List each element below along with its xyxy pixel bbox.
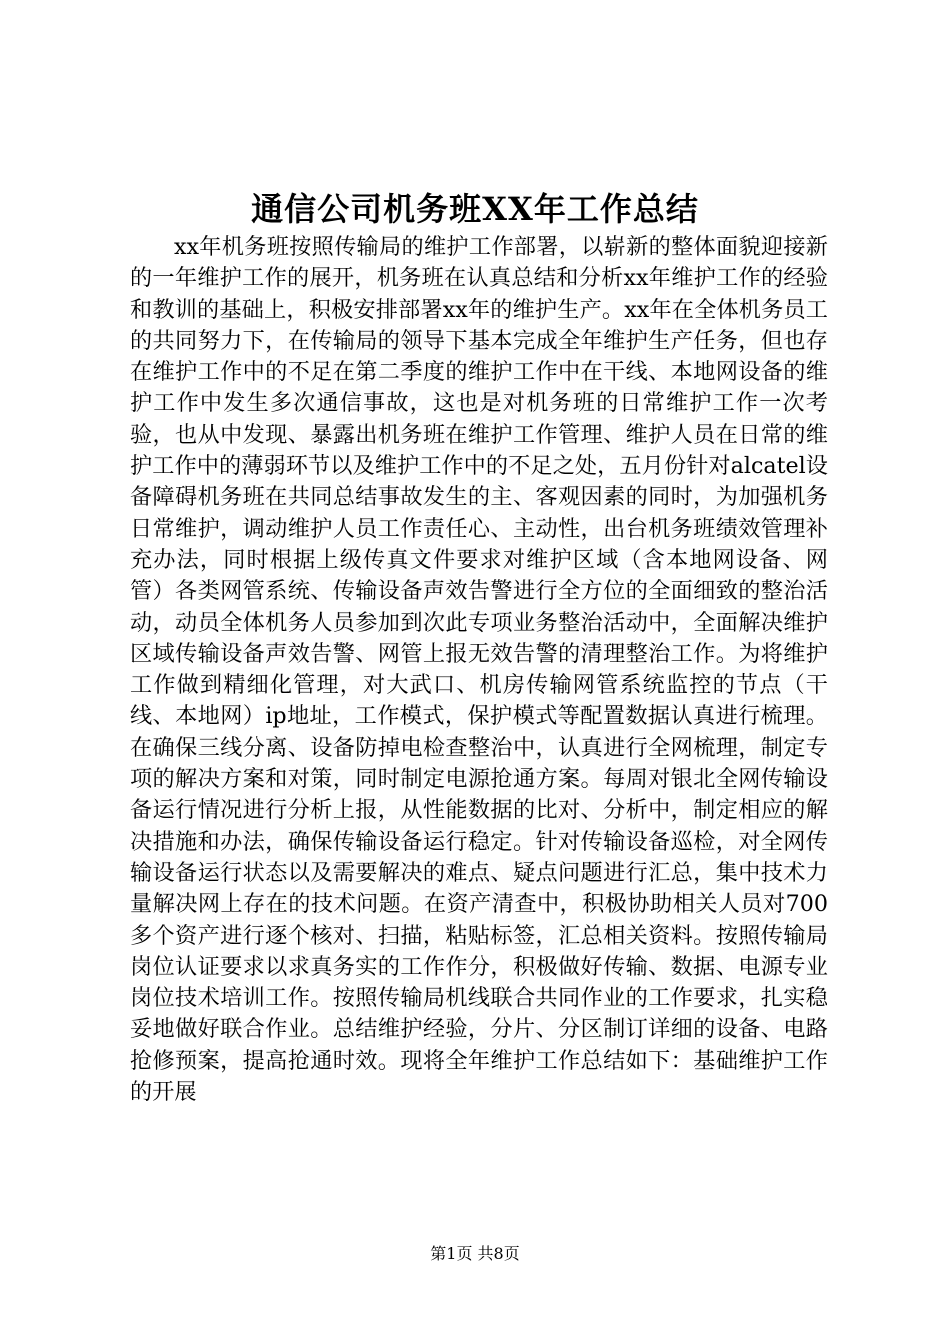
page-number-footer: 第1页 共8页	[430, 1244, 520, 1263]
document-body-paragraph: xx年机务班按照传输局的维护工作部署，以崭新的整体面貌迎接新的一年维护工作的展开，机务班在认真总结和分析xx年维护工作的经验和教训的基础上，积极安排部署xx年的维护生产。xx年在全体机务员工的共同努力下，在传输局的领导下基本完成全年维护生产任务，但也存在维护工作中的不足在第二季度的维护工作中在干线、本地网设备的维护工作中发生多次通信事故，这也是对机务班的日常维护工作一次考验，也从中发现、暴露出机务班在维护工作管理、维护人员在日常的维护工作中的薄弱环节以及维护工作中的不足之处，五月份针对alcatel设备障碍机务班在共同总结事故发生的主、客观因素的同时，为加强机务日常维护，调动维护人员工作责任心、主动性，出台机务班绩效管理补充办法，同时根据上级传真文件要求对维护区域（含本地网设备、网管）各类网管系统、传输设备声效告警进行全方位的全面细致的整治活动，动员全体机务人员参加到次此专项业务整治活动中，全面解决维护区域传输设备声效告警、网管上报无效告警的清理整治工作。为将维护工作做到精细化管理，对大武口、机房传输网管系统监控的节点（干线、本地网）ip地址，工作模式，保护模式等配置数据认真进行梳理。在确保三线分离、设备防掉电检查整治中，认真进行全网梳理，制定专项的解决方案和对策，同时制定电源抢通方案。每周对银北全网传输设备运行情况进行分析上报，从性能数据的比对、分析中，制定相应的解决措施和办法，确保传输设备运行稳定。针对传输设备巡检，对全网传输设备运行状态以及需要解决的难点、疑点问题进行汇总，集中技术力量解决网上存在的技术问题。在资产清查中，积极协助相关人员对700多个资产进行逐个核对、扫描，粘贴标签，汇总相关资料。按照传输局岗位认证要求以求真务实的工作作分，积极做好传输、数据、电源专业岗位技术培训工作。按照传输局机线联合共同作业的工作要求，扎实稳妥地做好联合作业。总结维护经验，分片、分区制订详细的设备、电路抢修预案，提高抢通时效。现将全年维护工作总结如下：基础维护工作的开展	[130, 234, 828, 1106]
document-title: 通信公司机务班XX年工作总结	[251, 190, 699, 228]
